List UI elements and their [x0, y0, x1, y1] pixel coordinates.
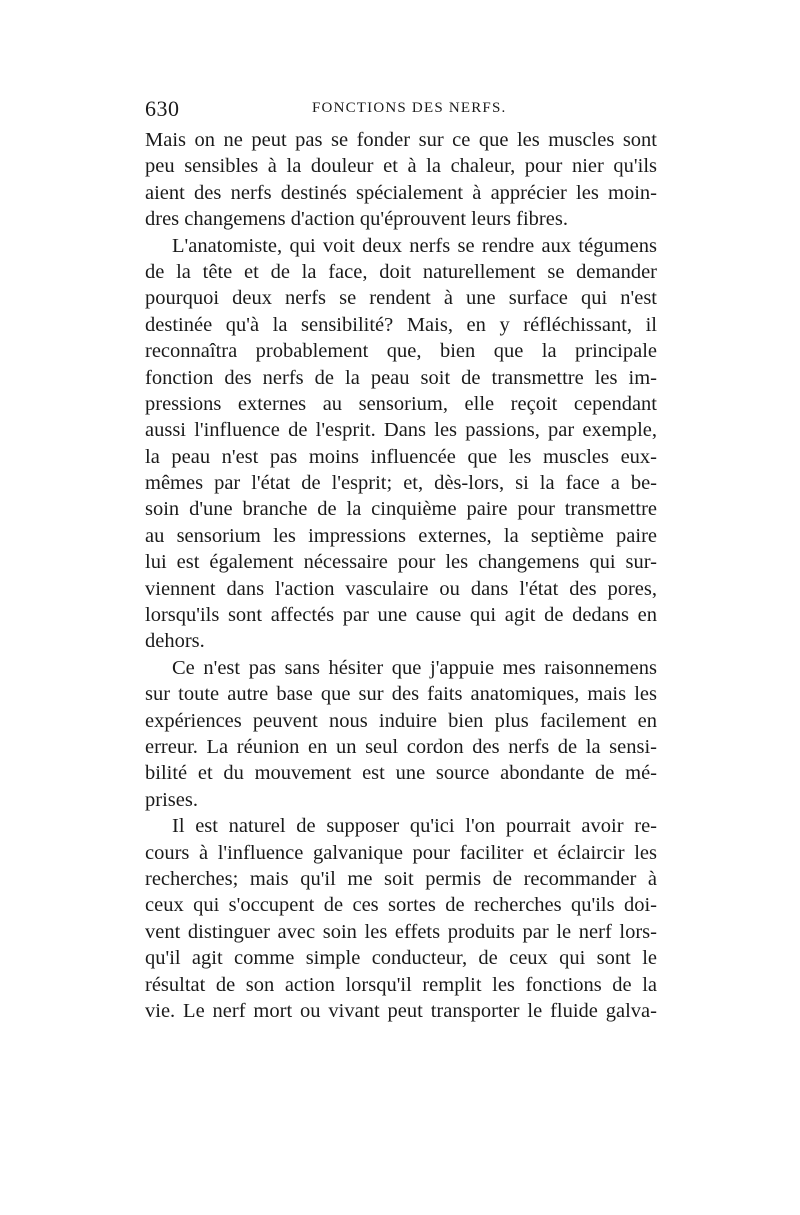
text-line: au sensorium les impressions externes, la septième paire [145, 524, 657, 547]
text-line: bilité et du mouvement est une source abondante de mé- [145, 762, 657, 785]
text-line: pourquoi deux nerfs se rendent à une surface qui n'est [145, 287, 657, 310]
text-line: sur toute autre base que sur des faits anatomiques, mais les [145, 683, 657, 706]
text-line: résultat de son action lorsqu'il remplit les fonctions de la [145, 973, 657, 996]
text-line: prises. [145, 788, 198, 811]
text-line: peu sensibles à la douleur et à la chaleur, pour nier qu'ils [145, 155, 657, 178]
text-line: erreur. La réunion en un seul cordon des nerfs de la sensi- [145, 735, 657, 758]
text-line: qu'il agit comme simple conducteur, de ceux qui sont le [145, 947, 657, 970]
text-line: vie. Le nerf mort ou vivant peut transporter le fluide galva- [145, 999, 657, 1022]
text-line: dres changemens d'action qu'éprouvent leurs fibres. [145, 208, 568, 231]
text-line: destinée qu'à la sensibilité? Mais, en y réfléchissant, il [145, 313, 657, 336]
text-line: reconnaîtra probablement que, bien que la principale [145, 340, 657, 363]
page-header [145, 96, 657, 120]
body-text [145, 127, 657, 1024]
text-line: cours à l'influence galvanique pour faciliter et éclaircir les [145, 841, 657, 864]
text-line: pressions externes au sensorium, elle reçoit cependant [145, 392, 657, 415]
text-line: Il est naturel de supposer qu'ici l'on pourrait avoir re- [172, 815, 657, 838]
text-line: soin d'une branche de la cinquième paire pour transmettre [145, 498, 657, 521]
text-line: Mais on ne peut pas se fonder sur ce que les muscles sont [145, 129, 657, 151]
running-title: FONCTIONS DES NERFS. [312, 100, 507, 116]
text-line: lui est également nécessaire pour les changemens qui sur- [145, 551, 657, 574]
text-line: viennent dans l'action vasculaire ou dans l'état des pores, [145, 577, 657, 600]
text-line: fonction des nerfs de la peau soit de transmettre les im- [145, 366, 657, 389]
text-line: L'anatomiste, qui voit deux nerfs se rendre aux tégumens [172, 234, 657, 257]
text-line: mêmes par l'état de l'esprit; et, dès-lors, si la face a be- [145, 472, 657, 495]
text-line: dehors. [145, 630, 205, 653]
text-line: Ce n'est pas sans hésiter que j'appuie mes raisonnemens [172, 656, 657, 679]
text-line: la peau n'est pas moins influencée que les muscles eux- [145, 445, 657, 468]
text-line: ceux qui s'occupent de ces sortes de recherches qu'ils doi- [145, 894, 657, 917]
text-line: recherches; mais qu'il me soit permis de recommander à [145, 867, 657, 890]
text-line: de la tête et de la face, doit naturellement se demander [145, 260, 657, 283]
page-number: 630 [145, 96, 180, 121]
text-line: aient des nerfs destinés spécialement à apprécier les moin- [145, 181, 657, 204]
text-line: aussi l'influence de l'esprit. Dans les passions, par exemple, [145, 419, 657, 442]
text-line: vent distinguer avec soin les effets produits par le nerf lors- [145, 920, 657, 943]
text-line: lorsqu'ils sont affectés par une cause qui agit de dedans en [145, 604, 657, 627]
text-line: expériences peuvent nous induire bien plus facilement en [145, 709, 657, 732]
